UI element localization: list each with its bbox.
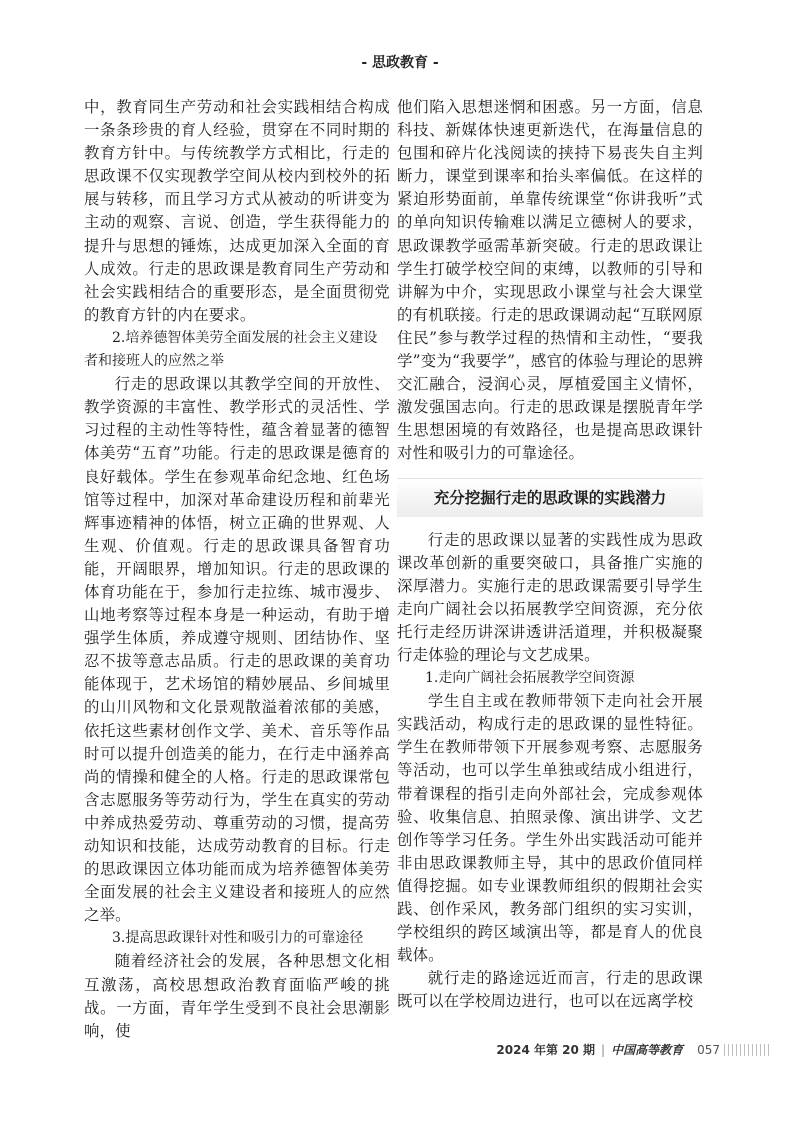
running-header: - 思政教育 - [361, 55, 439, 71]
subsection-heading: 3.提高思政课针对性和吸引力的可靠途径 [112, 930, 364, 947]
body-paragraph: 他们陷入思想迷惘和困惑。另一方面，信息科技、新媒体快速更新迭代，在海量信息的包围和碎片化浅阅读的挟持下易丧失自主判断力，课堂到课率和抬头率偏低。在这样的紧迫形势面前，单靠传统课堂“你讲我听”式的单向知识传输难以满足立德树人的要求，思政课教学亟需革新突破。行走的思政课让学生打破学校空间的束缚，以教师的引导和讲解为中介，实现思政小课堂与社会大课堂的有机联接。行走的思政课调动起“互联网原住民”参与教学过程的热情和主动性，“要我学”变为“我要学”，感官的体验与理论的思辨交汇融合，浸润心灵，厚植爱国主义情怀，激发强国志向。行走的思政课是摆脱青年学生思想困境的有效路径，也是提高思政课针对性和吸引力的可靠途径。 [397, 98, 703, 463]
body-paragraph: 就行走的路途远近而言，行走的思政课既可以在学校周边进行，也可以在远离学校 [397, 969, 703, 1011]
journal-name: 中国高等教育 [611, 1043, 684, 1057]
page-footer [496, 1041, 772, 1058]
left-column [84, 96, 390, 1043]
decorative-bars [724, 1044, 772, 1056]
footer-separator: | [601, 1042, 606, 1057]
issue-label: 2024 年第 20 期 [496, 1043, 596, 1057]
right-column [397, 96, 703, 1013]
body-paragraph: 行走的思政课以其教学空间的开放性、教学资源的丰富性、教学形式的灵活性、学习过程的主动性等特性，蕴含着显著的德智体美劳“五育”功能。行走的思政课是德育的良好载体。学生在参观革命纪念地、红色场馆等过程中，加深对革命建设历程和前辈光辉事迹精神的体悟，树立正确的世界观、人生观、价值观。行走的思政课具备智育功能，开阔眼界，增加知识。行走的思政课的体育功能在于，参加行走拉练、城市漫步、山地考察等过程本身是一种运动，有助于增强学生体质，养成遵守规则、团结协作、坚忍不拔等意志品质。行走的思政课的美育功能体现于，艺术场馆的精妙展品、乡间城里的山川风物和文化景观散溢着浓郁的美感，依托这些素材创作文学、美术、音乐等作品时可以提升创造美的能力，在行走中涵养高尚的情操和健全的人格。行走的思政课常包含志愿服务等劳动行为，学生在真实的劳动中养成热爱劳动、尊重劳动的习惯，提高劳动知识和技能，达成劳动教育的目标。行走的思政课因立体功能而成为培养德智体美劳全面发展的社会主义建设者和接班人的应然之举。 [84, 375, 390, 925]
body-paragraph: 中，教育同生产劳动和社会实践相结合构成一条条珍贵的育人经验，贯穿在不同时期的教育方针中。与传统教学方式相比，行走的思政课不仅实现教学空间从校内到校外的拓展与转移，而且学习方式从被动的听讲变为主动的观察、言说、创造，学生获得能力的提升与思想的锤炼，达成更加深入全面的育人成效。行走的思政课是教育同生产劳动和社会实践相结合的重要形态，是全面贯彻党的教育方针的内在要求。 [84, 98, 390, 324]
body-paragraph: 学生自主或在教师带领下走向社会开展实践活动，构成行走的思政课的显性特征。学生在教师带领下开展参观考察、志愿服务等活动，也可以学生单独或结成小组进行，带着课程的指引走向外部社会，完成参观体验、收集信息、拍照录像、演出讲学、文艺创作等学习任务。学生外出实践活动可能并非由思政课教师主导，其中的思政价值同样值得挖掘。如专业课教师组织的假期社会实践、创作采风，教务部门组织的实习实训，学校组织的跨区域演出等，都是育人的优良载体。 [397, 692, 703, 965]
section-heading: 充分挖掘行走的思政课的实践潜力 [397, 478, 703, 517]
body-paragraph: 行走的思政课以显著的实践性成为思政课改革创新的重要突破口，具备推广实施的深厚潜力。实施行走的思政课需要引导学生走向广阔社会以拓展教学空间资源，充分依托行走经历讲深讲透讲活道理，并积极凝聚行走体验的理论与文艺成果。 [397, 530, 703, 664]
body-paragraph: 随着经济社会的发展，各种思想文化相互激荡，高校思想政治教育面临严峻的挑战。一方面，青年学生受到不良社会思潮影响，使 [84, 952, 390, 1040]
subsection-heading: 1.走向广阔社会拓展教学空间资源 [425, 670, 635, 687]
subsection-heading: 2.培养德智体美劳全面发展的社会主义建设者和接班人的应然之举 [84, 329, 378, 370]
page-number: 057 [697, 1042, 720, 1057]
